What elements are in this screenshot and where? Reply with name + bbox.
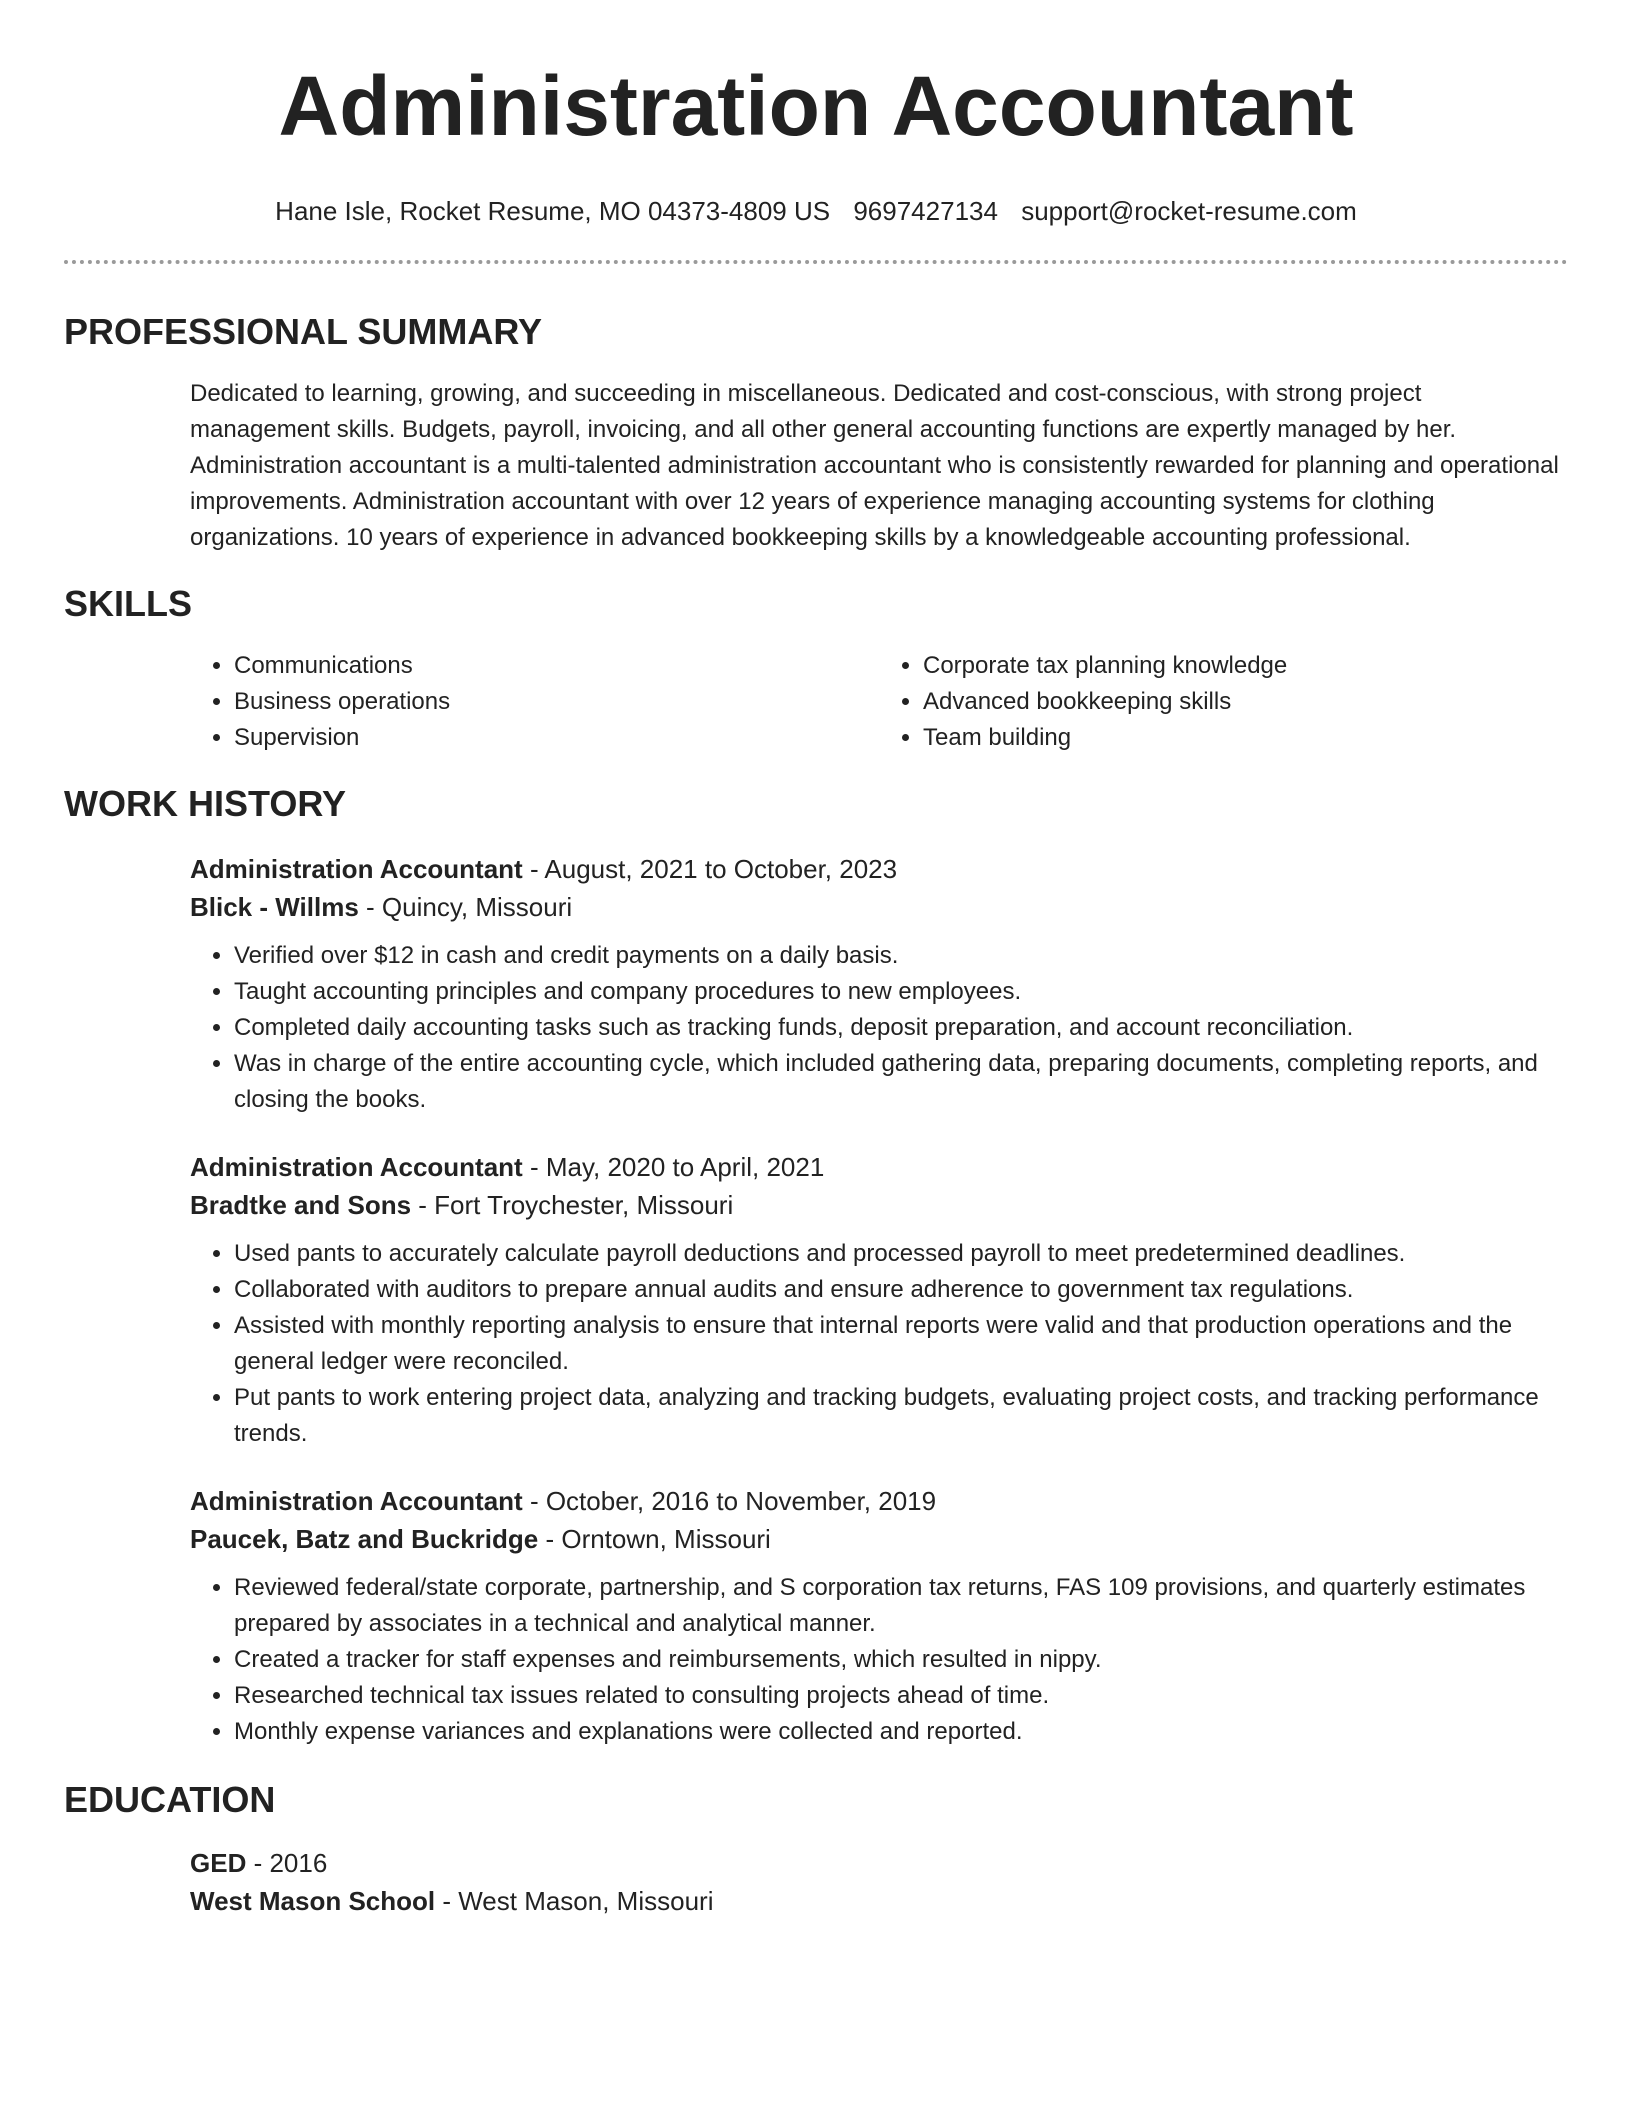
- skill-item: • Team building: [923, 720, 1568, 756]
- job-bullet: • Collaborated with auditors to prepare annual audits and ensure adherence to government tax regulations.: [234, 1272, 1568, 1308]
- job-bullet: • Assisted with monthly reporting analysis to ensure that internal reports were valid and that production operations and the general ledger were reconciled.: [234, 1308, 1568, 1380]
- job-entry: [190, 1148, 1568, 1452]
- skills-heading: SKILLS: [64, 583, 193, 624]
- job-bullets: [190, 1236, 1568, 1452]
- contact-phone: 9697427134: [853, 196, 998, 226]
- education-degree-line: [190, 1844, 1568, 1882]
- education-heading: EDUCATION: [64, 1779, 276, 1820]
- job-entry: [190, 850, 1568, 1118]
- work-history: [190, 850, 1568, 1750]
- skills-column-right: [879, 648, 1568, 756]
- job-company: Bradtke and Sons: [190, 1190, 412, 1220]
- skills-column-left: [190, 648, 879, 756]
- contact-address: Hane Isle, Rocket Resume, MO 04373-4809 US: [275, 196, 831, 226]
- job-bullet: • Created a tracker for staff expenses and reimbursements, which resulted in nippy.: [234, 1642, 1568, 1678]
- job-bullet: • Reviewed federal/state corporate, partnership, and S corporation tax returns, FAS 109 provisions, and quarterly estimates prepared by associates in a technical and analytical manner.: [234, 1570, 1568, 1642]
- job-role: Administration Accountant: [190, 854, 523, 884]
- job-company-line: [190, 1186, 1568, 1224]
- skill-item: • Communications: [234, 648, 879, 684]
- job-role: Administration Accountant: [190, 1152, 523, 1182]
- job-location: - Quincy, Missouri: [358, 892, 573, 922]
- job-role: Administration Accountant: [190, 1486, 523, 1516]
- job-bullets: [190, 1570, 1568, 1750]
- education-location: - West Mason, Missouri: [435, 1886, 714, 1916]
- job-company-line: [190, 888, 1568, 926]
- candidate-name: Administration Accountant: [278, 59, 1354, 153]
- header-divider: [64, 260, 1568, 264]
- summary-text: Dedicated to learning, growing, and succeeding in miscellaneous. Dedicated and cost-conscious, with strong project management skills. Budgets, payroll, invoicing, and all other general accounting functions are expertly managed by her. Administration accountant is a multi-talented administration accountant who is consistently rewarded for planning and operational improvements. Administration accountant with over 12 years of experience managing accounting systems for clothing organizations. 10 years of experience in advanced bookkeeping skills by a knowledgeable accounting professional.: [190, 380, 1559, 551]
- job-location: - Orntown, Missouri: [538, 1524, 771, 1554]
- job-bullet: • Monthly expense variances and explanations were collected and reported.: [234, 1714, 1568, 1750]
- job-dates: - October, 2016 to November, 2019: [522, 1486, 937, 1516]
- job-bullet: • Taught accounting principles and company procedures to new employees.: [234, 974, 1568, 1010]
- job-company: Paucek, Batz and Buckridge: [190, 1524, 539, 1554]
- job-dates: - May, 2020 to April, 2021: [522, 1152, 825, 1182]
- education-school: West Mason School: [190, 1886, 436, 1916]
- contact-line: [64, 196, 1568, 226]
- job-title-line: [190, 1148, 1568, 1186]
- education-school-line: [190, 1882, 1568, 1920]
- job-location: - Fort Troychester, Missouri: [411, 1190, 734, 1220]
- summary-heading: PROFESSIONAL SUMMARY: [64, 311, 543, 352]
- job-bullets: [190, 938, 1568, 1118]
- job-entry: [190, 1482, 1568, 1750]
- job-bullet: • Researched technical tax issues related to consulting projects ahead of time.: [234, 1678, 1568, 1714]
- education-entry: [190, 1844, 1568, 1920]
- education-degree: GED: [190, 1848, 247, 1878]
- job-company-line: [190, 1520, 1568, 1558]
- job-company: Blick - Willms: [190, 892, 359, 922]
- skill-item: • Supervision: [234, 720, 879, 756]
- job-bullet: • Was in charge of the entire accounting cycle, which included gathering data, preparing documents, completing reports, and closing the books.: [234, 1046, 1568, 1118]
- job-title-line: [190, 1482, 1568, 1520]
- job-title-line: [190, 850, 1568, 888]
- job-dates: - August, 2021 to October, 2023: [522, 854, 898, 884]
- skill-item: • Business operations: [234, 684, 879, 720]
- job-bullet: • Completed daily accounting tasks such as tracking funds, deposit preparation, and account reconciliation.: [234, 1010, 1568, 1046]
- skill-item: • Advanced bookkeeping skills: [923, 684, 1568, 720]
- education-year: - 2016: [246, 1848, 328, 1878]
- job-bullet: • Put pants to work entering project data, analyzing and tracking budgets, evaluating project costs, and tracking performance trends.: [234, 1380, 1568, 1452]
- contact-email: support@rocket-resume.com: [1021, 196, 1357, 226]
- job-bullet: • Verified over $12 in cash and credit payments on a daily basis.: [234, 938, 1568, 974]
- resume-header: [64, 0, 1568, 264]
- skill-item: • Corporate tax planning knowledge: [923, 648, 1568, 684]
- work-history-heading: WORK HISTORY: [64, 783, 347, 824]
- job-bullet: • Used pants to accurately calculate payroll deductions and processed payroll to meet predetermined deadlines.: [234, 1236, 1568, 1272]
- skills-grid: [190, 648, 1568, 756]
